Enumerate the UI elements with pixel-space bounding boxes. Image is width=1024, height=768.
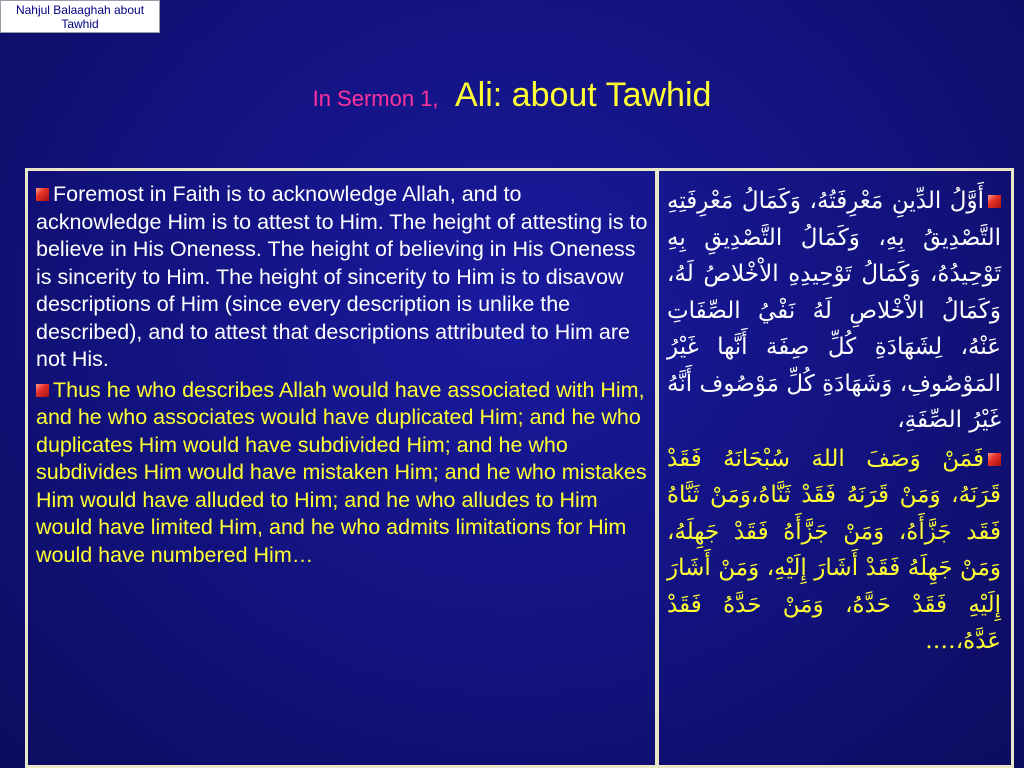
square-bullet-icon — [36, 384, 49, 397]
english-paragraph-2-text: Thus he who describes Allah would have associated with Him, and he who associates would have duplicated Him; and he who duplicates Him would have subdivided Him; and he who subdivides Him would have mistaken Him; and he who mistakes Him would have alluded to Him; and he who alludes to Him would have limited Him, and he who admits limitations for Him would have numbered Him… — [36, 377, 647, 567]
arabic-paragraph-1-text: أَوَّلُ الدِّينِ مَعْرِفَتُهُ، وَكَمَالُ مَعْرِفَتِهِ التَّصْدِيقُ بِهِ، وَكَمَالُ التَّصْدِيقِ بِهِ تَوْحِيدُهُ، وَكَمَالُ تَوْحِيدِهِ الاْخْلاصُ لَهُ، وَكَمَالُ الاْخْلاصِ لَهُ نَفْيُ الصِّفَاتِ عَنْهُ، لِشَهَادَةِ كُلِّ صِفَة أَنَّها غَيْرُ المَوْصُوفِ، وَشَهَادَةِ كُلِّ مَوْصُوف أَنَّهُ غَيْرُ الصِّفَةِ، — [667, 188, 1001, 433]
title-main: Ali: about Tawhid — [454, 76, 712, 114]
english-paragraph-1-text: Foremost in Faith is to acknowledge Allah, and to acknowledge Him is to attest to Him. The height of attesting is to believe in His Oneness. The height of believing in His Oneness is sincerity to Him. The height of sincerity to Him is to disavow descriptions of Him (since every description is unlike the described), and to attest that descriptions attributed to Him are not His. — [36, 182, 648, 371]
title-prefix: In Sermon 1, — [312, 86, 439, 111]
english-text — [28, 171, 655, 569]
english-paragraph-1 — [36, 181, 649, 374]
slide-label — [0, 0, 160, 33]
arabic-paragraph-1 — [667, 183, 1001, 439]
square-bullet-icon — [988, 195, 1001, 208]
slide-label-text: Nahjul Balaaghah about Tawhid — [15, 3, 145, 31]
arabic-paragraph-2 — [667, 441, 1001, 660]
square-bullet-icon — [36, 188, 49, 201]
english-paragraph-2 — [36, 377, 649, 570]
english-panel — [25, 168, 658, 768]
arabic-paragraph-2-text: فَمَنْ وَصَفَ اللهَ سُبْحَانَهُ فَقَدْ قَرَنَهُ، وَمَنْ قَرَنَهُ فَقَدْ ثَنَّاهُ،وَمَنْ ثَنَّاهُ فَقَد جَزَّأَهُ، وَمَنْ جَزَّأَهُ فَقَدْ جَهِلَهُ، وَمَنْ جَهِلَهُ فَقَدْ أَشَارَ إِلَيْهِ، وَمَنْ أَشَارَ إِلَيْهِ فَقَدْ حَدَّهُ، وَمَنْ حَدَّهُ فَقَدْ عَدَّهُ،…. — [667, 445, 1001, 654]
slide-title — [0, 76, 1024, 115]
arabic-panel — [656, 168, 1014, 768]
arabic-text — [659, 171, 1011, 660]
square-bullet-icon — [988, 453, 1001, 466]
